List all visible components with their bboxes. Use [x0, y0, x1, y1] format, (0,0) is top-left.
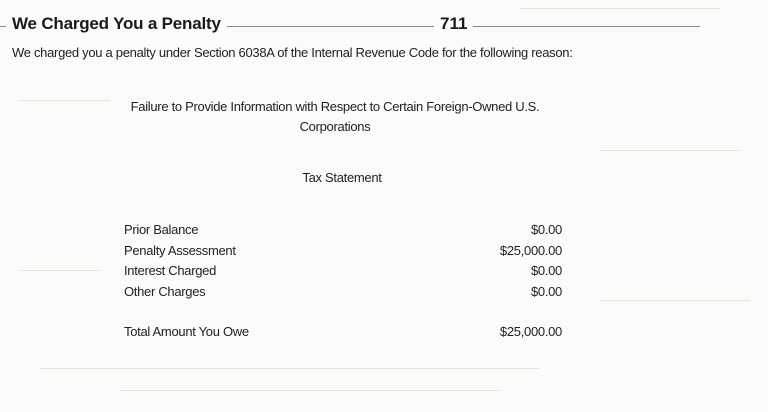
row-amount: $0.00 — [530, 222, 562, 237]
table-row — [124, 222, 564, 243]
row-amount: $25,000.00 — [499, 242, 562, 258]
statement-title: Tax Statement — [302, 170, 382, 185]
total-label: Total Amount You Owe — [124, 324, 249, 339]
notice-code: 711 — [434, 14, 473, 34]
row-label: Other Charges — [124, 283, 206, 299]
scan-texture — [120, 390, 500, 391]
table-row — [124, 243, 564, 264]
row-label: Interest Charged — [124, 263, 217, 278]
row-amount: $0.00 — [530, 283, 562, 299]
row-amount: $0.00 — [530, 263, 562, 278]
table-row — [124, 284, 564, 305]
reason-line-2: Corporations — [299, 119, 371, 134]
scan-texture — [20, 270, 100, 271]
row-label: Penalty Assessment — [124, 242, 236, 258]
scan-texture — [600, 150, 740, 151]
scan-texture — [40, 368, 540, 369]
scan-texture — [20, 100, 110, 101]
reason-line-1: Failure to Provide Information with Respect to Certain Foreign-Owned U.S. — [130, 99, 540, 114]
table-row — [124, 263, 564, 284]
row-label: Prior Balance — [124, 222, 199, 237]
intro-text: We charged you a penalty under Section 6038A of the Internal Revenue Code for the following reason: — [12, 45, 573, 60]
scan-texture — [600, 300, 750, 301]
total-row — [124, 324, 564, 344]
page-title: We Charged You a Penalty — [6, 14, 227, 34]
total-amount: $25,000.00 — [499, 324, 562, 339]
notice-header — [0, 14, 768, 38]
scan-texture — [520, 8, 720, 9]
penalty-reason — [120, 97, 550, 137]
tax-statement-table — [124, 222, 564, 304]
